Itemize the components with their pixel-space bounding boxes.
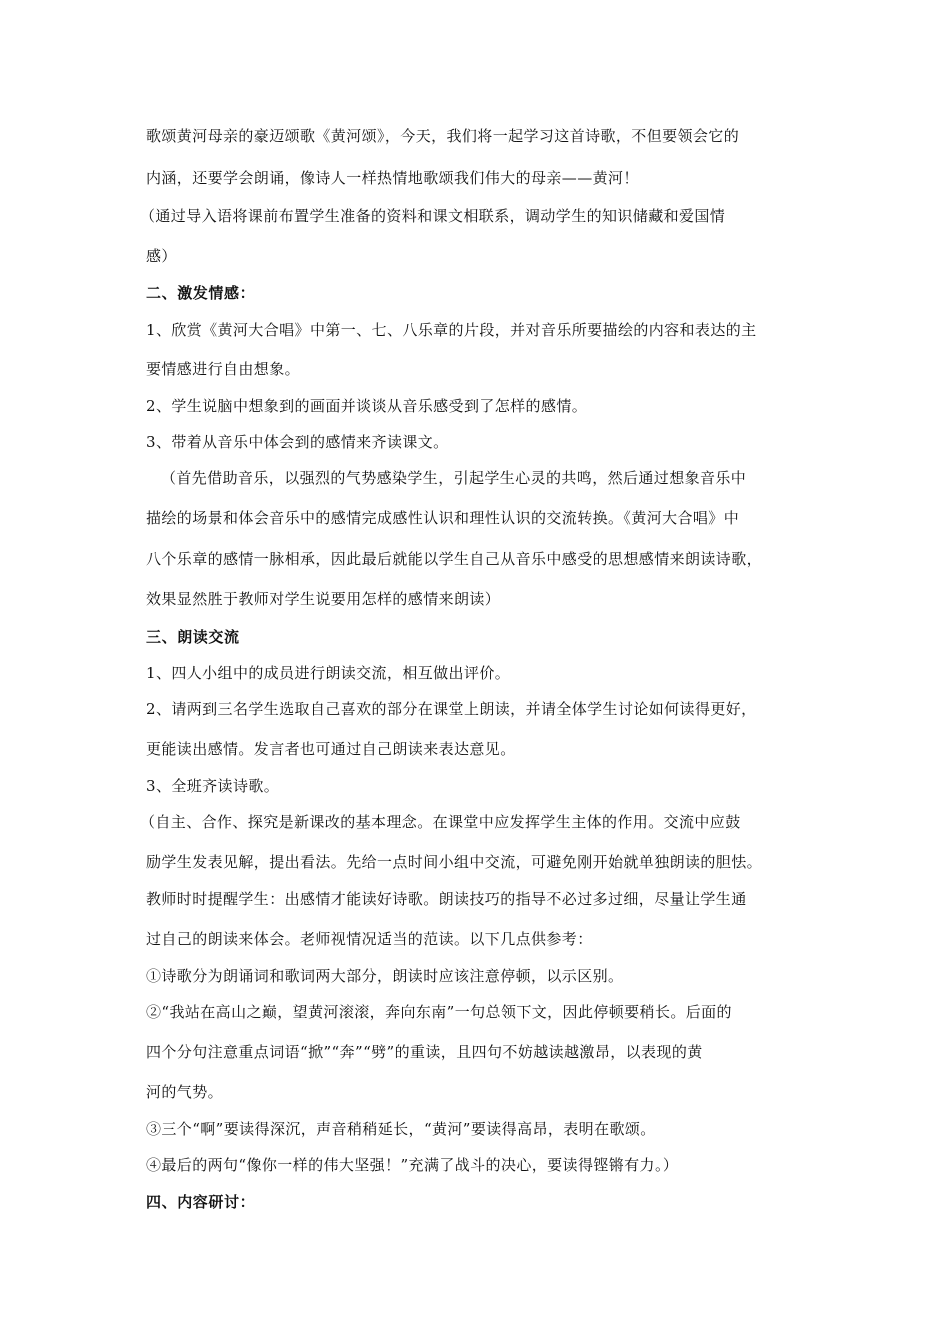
tip-item: ③三个“啊”要读得深沉，声音稍稍延长，“黄河”要读得高昂，表明在歌颂。 — [146, 1120, 656, 1138]
note-line: 八个乐章的感情一脉相承，因此最后就能以学生自己从音乐中感受的思想感情来朗读诗歌， — [146, 550, 763, 568]
tip-item: ①诗歌分为朗诵词和歌词两大部分，朗读时应该注意停顿，以示区别。 — [146, 967, 624, 985]
section-heading: 四、内容研讨： — [146, 1193, 256, 1211]
note-line: （首先借助音乐，以强烈的气势感染学生，引起学生心灵的共鸣，然后通过想象音乐中 — [161, 469, 747, 487]
note-line: 效果显然胜于教师对学生说要用怎样的感情来朗读） — [146, 590, 501, 608]
note-line: （自主、合作、探究是新课改的基本理念。在课堂中应发挥学生主体的作用。交流中应鼓 — [140, 813, 741, 831]
paragraph-line: 歌颂黄河母亲的豪迈颂歌《黄河颂》，今天，我们将一起学习这首诗歌，不但要领会它的 — [146, 127, 740, 145]
tip-item: 河的气势。 — [146, 1083, 224, 1101]
paragraph-line: 内涵，还要学会朗诵，像诗人一样热情地歌颂我们伟大的母亲——黄河！ — [146, 169, 639, 187]
list-item: 2、学生说脑中想象到的画面并谈谈从音乐感受到了怎样的感情。 — [146, 397, 588, 415]
list-item: 3、全班齐读诗歌。 — [146, 777, 280, 795]
tip-item: ④最后的两句“像你一样的伟大坚强！”充满了战斗的决心，要读得铿锵有力。） — [146, 1156, 679, 1174]
list-item: 更能读出感情。发言者也可通过自己朗读来表达意见。 — [146, 740, 516, 758]
list-item: 1、欣赏《黄河大合唱》中第一、七、八乐章的片段，并对音乐所要描绘的内容和表达的主 — [146, 321, 757, 339]
section-heading: 二、激发情感： — [146, 284, 256, 302]
note-line: 励学生发表见解，提出看法。先给一点时间小组中交流，可避免刚开始就单独朗读的胆怯。 — [146, 853, 763, 871]
note-line: 感） — [146, 247, 177, 265]
note-line: 描绘的场景和体会音乐中的感情完成感性认识和理性认识的交流转换。《黄河大合唱》中 — [146, 509, 740, 527]
section-heading: 三、朗读交流 — [146, 628, 240, 646]
note-line: （通过导入语将课前布置学生准备的资料和课文相联系，调动学生的知识储藏和爱国情 — [140, 207, 726, 225]
list-item: 要情感进行自由想象。 — [146, 360, 301, 378]
list-item: 3、带着从音乐中体会到的感情来齐读课文。 — [146, 433, 449, 451]
note-line: 教师时时提醒学生：出感情才能读好诗歌。朗读技巧的指导不必过多过细，尽量让学生通 — [146, 890, 747, 908]
tip-item: ②“我站在高山之巅，望黄河滚滚，奔向东南”一句总领下文，因此停顿要稍长。后面的 — [146, 1003, 732, 1021]
list-item: 2、请两到三名学生选取自己喜欢的部分在课堂上朗读，并请全体学生讨论如何读得更好， — [146, 700, 757, 718]
tip-item: 四个分句注意重点词语“掀”“奔”“劈”的重读，且四句不妨越读越激昂，以表现的黄 — [146, 1043, 703, 1061]
note-line: 过自己的朗读来体会。老师视情况适当的范读。以下几点供参考： — [146, 930, 593, 948]
list-item: 1、四人小组中的成员进行朗读交流，相互做出评价。 — [146, 664, 511, 682]
